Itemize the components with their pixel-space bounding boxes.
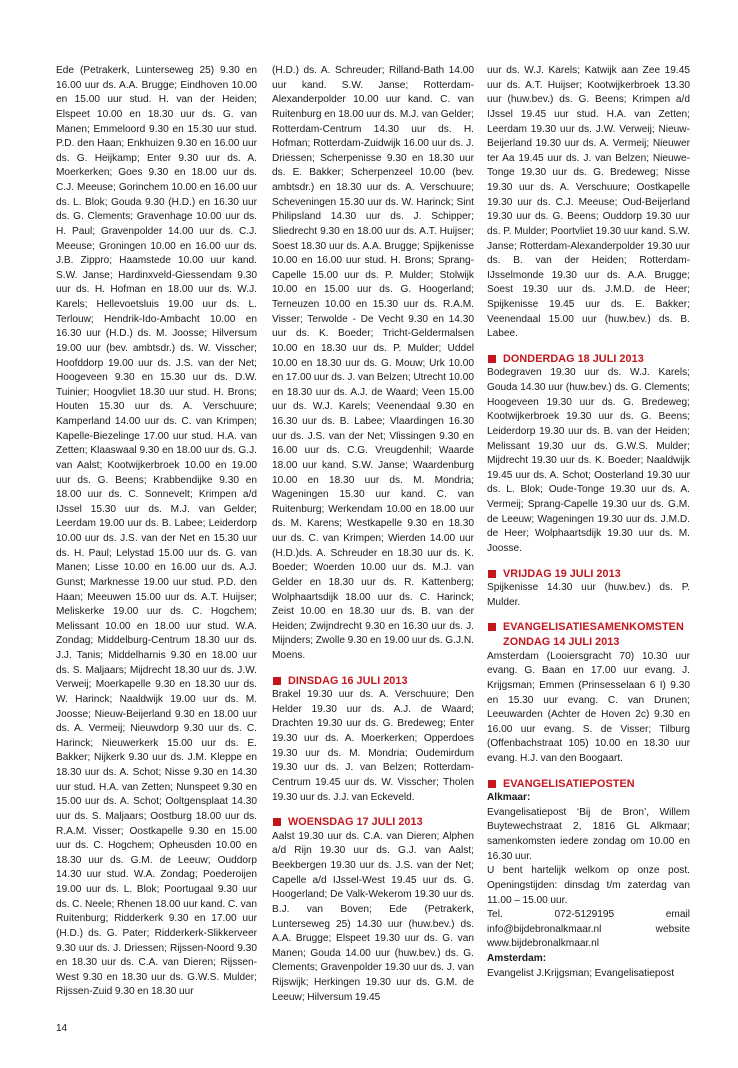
section-body-samenkomsten: Amsterdam (Looiersgracht 70) 10.30 uur evang. G. Baan en 17.00 uur evang. J. Krijgsman; Emmen (Prinsesselaan 6 I) 9.30 en 15.30 uur evang. C. van Drunen; Leeuwarden (Achter de Hoven 2c) 9.30 en 16.00 uur evang. S. de Visser; Tilburg (Offenbachstraat 105) 10.00 en 18.30 uur evang. H.J. van den Boogaart. bbox=[487, 650, 690, 764]
section-heading-samenkomsten: EVANGELISATIESAMENKOMSTEN ZONDAG 14 JULI 2013 bbox=[487, 620, 690, 649]
square-bullet-icon bbox=[488, 355, 496, 363]
square-bullet-icon bbox=[273, 677, 281, 685]
section-heading-donderdag: DONDERDAG 18 JULI 2013 bbox=[487, 352, 690, 367]
alkmaar-welcome: U bent hartelijk welkom op onze post. Openingstijden: dinsdag t/m zaterdag van 11.00 – 15.00 uur. bbox=[487, 865, 690, 906]
location-label-amsterdam: Amsterdam: bbox=[487, 953, 547, 965]
section-body-dinsdag: Brakel 19.30 uur ds. A. Verschuure; Den Helder 19.30 uur ds. A.J. de Waard; Drachten 19.30 uur ds. G. Bredeweg; Enter 19.30 uur ds. A. Moerkerken; Opperdoes 19.30 uur ds. M. Mondria; Oudemirdum 19.30 uur ds. J. van Belzen; Rotterdam-Centrum 19.45 uur ds. W. Visscher; Tholen 19.30 uur ds. J.J. van Eckeveld. bbox=[272, 689, 474, 803]
column-right bbox=[487, 64, 690, 981]
column-middle bbox=[272, 64, 474, 1005]
square-bullet-icon bbox=[488, 570, 496, 578]
column-left bbox=[56, 64, 257, 1000]
square-bullet-icon bbox=[273, 818, 281, 826]
alkmaar-contact: Tel. 072-5129195 email info@bijdebronalkmaar.nl website www.bijdebronalkmaar.nl bbox=[487, 909, 690, 950]
square-bullet-icon bbox=[488, 780, 496, 788]
section-body-vrijdag: Spijkenisse 14.30 uur (huw.bev.) ds. P. Mulder. bbox=[487, 582, 690, 608]
section-heading-vrijdag: VRIJDAG 19 JULI 2013 bbox=[487, 567, 690, 582]
section-body-woensdag: Aalst 19.30 uur ds. C.A. van Dieren; Alphen a/d Rijn 19.30 uur ds. G.J. van Aalst; Beekbergen 19.30 uur ds. J.S. van der Net; Capelle a/d IJssel-West 19.45 uur ds. G. Hoogerland; De Valk-Wekerom 19.30 uur ds. B.J. van Boven; Ede (Petrakerk, Lunterseweg 25) 14.30 uur (huw.bev.) ds. A.A. Brugge; Elspeet 19.30 uur ds. G. van Manen; Gouda 14.00 uur (huw.bev.) ds. G. Clements; Gravenpolder 19.30 uur ds. J. van Rijswijk; Herkingen 19.30 uur ds. G.M. de Leeuw; Hilversum 19.45 bbox=[272, 830, 474, 1003]
church-services-text: (H.D.) ds. A. Schreuder; Rilland-Bath 14.00 uur kand. S.W. Janse; Rotterdam-Alexanderpolder 10.00 uur kand. C. van Ruitenburg en 18.00 uur ds. M.J. van Gelder; Rotterdam-Centrum 14.30 uur ds. H. Hofman; Rotterdam-Zuidwijk 16.00 uur ds. J. Driessen; Scherpenisse 9.30 en 18.30 uur ds. E. Bakker; Scherpenzeel 10.00 (bev. ambtsdr.) en 18.30 uur ds. A. Verschuure; Scheveningen 15.30 uur ds. W. Harinck; Sint Philipsland 14.30 uur ds. J. Schipper; Sliedrecht 9.30 en 18.00 uur ds. A.T. Huijser; Soest 18.30 uur ds. A.A. Brugge; Spijkenisse 10.00 en 16.00 uur stud. H. Brons; Sprang-Capelle 15.00 uur ds. P. Mulder; Stolwijk 10.00 en 15.00 uur ds. G. Hoogerland; Terneuzen 10.00 en 15.30 uur ds. R.A.M. Visser; Terwolde - De Vecht 9.30 en 14.30 uur ds. K. Boeder; Tricht-Geldermalsen 10.00 en 18.30 uur ds. P. Mulder; Uddel 10.00 en 18.30 uur ds. G. Mouw; Urk 10.00 en 17.00 uur ds. J. van Belzen; Utrecht 10.00 en 18.30 uur ds. A.J. de Waard; Veen 15.00 uur ds. W.J. Karels; Veenendaal 9.30 en 16.30 uur ds. B. Labee; Vlaardingen 16.30 uur ds. J.S. van der Net; Vlissingen 9.30 en 16.00 uur ds. C.G. Vreugdenhil; Waarde 18.00 uur kand. S.W. Janse; Waardenburg 10.00 en 18.30 uur ds. M. Mondria; Wageningen 15.30 uur kand. C. van Ruitenburg; Werkendam 10.00 en 18.00 uur ds. M. Karens; Westkapelle 9.30 en 18.30 uur ds. C. van Krimpen; Wierden 14.00 uur (H.D.)ds. A. Schreuder en 18.30 uur ds. K. Boeder; Woerden 10.00 uur ds. M.J. van Gelder en 18.30 uur ds. R. Kattenberg; Wolphaartsdijk 18.00 uur ds. C. Harinck; Zeist 10.00 en 18.30 uur ds. B. van der Heiden; Zwijndrecht 9.30 en 16.30 uur ds. J. Mijnders; Zwolle 9.30 en 19.00 uur ds. G.J.N. Moens. bbox=[272, 65, 474, 661]
alkmaar-address: Evangelisatiepost ‘Bij de Bron’, Willem Buytewechstraat 2, 1816 GL Alkmaar; samenkomsten iedere zondag om 10.00 en 16.30 uur. bbox=[487, 806, 690, 862]
amsterdam-text: Evangelist J.Krijgsman; Evangelisatiepost bbox=[487, 967, 675, 979]
section-heading-posten: EVANGELISATIEPOSTEN bbox=[487, 777, 690, 792]
church-services-text: Ede (Petrakerk, Lunterseweg 25) 9.30 en 16.00 uur ds. A.A. Brugge; Eindhoven 10.00 en 15.00 uur stud. H. van der Heiden; Elspeet 10.00 en 18.30 uur ds. G. van Manen; Emmeloord 9.30 en 15.30 uur stud. P.D. den Haan; Enkhuizen 9.30 en 16.00 uur ds. G. Heijkamp; Enter 9.30 uur ds. A. Moerkerken; Goes 9.30 en 18.00 uur ds. C.J. Meeuse; Gorinchem 10.00 en 16.00 uur ds. L. Blok; Gouda 9.30 (H.D.) en 16.30 uur ds. G. Clements; Gravenhage 10.00 uur ds. H. Paul; Gravenpolder 14.00 uur ds. C.J. Meeuse; Groningen 10.00 en 16.00 uur ds. J.B. Zippro; Haamstede 10.00 uur kand. S.W. Janse; Hardinxveld-Giessendam 9.30 uur ds. H. Hofman en 18.00 uur ds. W.J. Karels; Hellevoetsluis 19.00 uur ds. L. Terlouw; Hendrik-Ido-Ambacht 10.00 en 16.30 uur (H.D.) ds. M. Joosse; Hilversum 19.00 uur (bev. ambtsdr.) ds. W. Visscher; Hoofddorp 19.00 uur ds. J.S. van der Net; Hoogeveen 9.30 en 15.30 uur ds. D.W. Tuinier; Hoogvliet 18.30 uur stud. H. Brons; Houten 15.30 uur ds. A. Verschuure; Kamperland 14.00 uur ds. C. van Krimpen; Kapelle-Biezelinge 17.00 uur stud. H.A. van Zetten; Klaaswaal 9.30 en 18.00 uur ds. G.J. van Aalst; Kootwijkerbroek 10.00 en 19.00 uur ds. G. Beens; Krabbendijke 9.30 en 18.00 uur ds. C. Sonnevelt; Krimpen a/d IJssel 15.30 uur ds. M.J. van Gelder; Leerdam 19.00 uur ds. B. Labee; Leiderdorp 10.00 uur ds. J.S. van der Net en 15.30 uur ds. H. Paul; Lelystad 15.00 uur ds. G. van Manen; Lisse 10.00 en 16.00 uur ds. A.J. Gunst; Marknesse 19.00 uur stud. P.D. den Haan; Meeuwen 15.00 uur ds. A.T. Huijser; Meliskerke 19.00 uur ds. C. Hogchem; Melissant 10.00 en 18.00 uur stud. W.A. Zondag; Middelburg-Centrum 18.30 uur ds. J.J. Tanis; Middelharnis 9.30 en 18.00 uur ds. S. Maljaars; Mijdrecht 18.30 uur ds. J.W. Verweij; Moerkapelle 9.30 en 18.30 uur ds. W. Harinck; Naaldwijk 19.00 uur ds. M. Joosse; Nieuw-Beijerland 9.30 en 18.00 uur ds. A. Vermeij; Nieuwdorp 9.30 uur ds. C. Harinck; Nieuwerkerk 15.00 uur ds. E. Bakker; Nijkerk 9.30 uur ds. J.M. Kleppe en 18.30 uur ds. A. Schot; Nisse 9.30 en 14.30 uur stud. H.A. van Zetten; Nunspeet 9.30 en 15.00 uur ds. A. Schot; Ooltgensplaat 14.30 uur ds. S. Maljaars; Oostburg 18.00 uur ds. R.A.M. Visser; Oostkapelle 9.30 en 15.00 uur ds. C. Hogchem; Opheusden 10.00 en 18.30 uur ds. G.M. de Leeuw; Ouddorp 14.30 uur stud. W.A. Zondag; Poederoijen 19.00 uur ds. L. Blok; Poortugaal 9.30 uur ds. C. Neele; Rhenen 18.00 uur kand. C. van Ruitenburg; Ridderkerk 9.30 en 17.00 uur (H.D.) ds. G. Pater; Ridderkerk-Slikkerveer 9.30 uur ds. J. Driessen; Rijssen-Noord 9.30 en 18.30 uur ds. C.A. van Dieren; Rijssen-West 9.30 en 18.30 uur ds. G.W.S. Mulder; Rijssen-Zuid 9.30 en 18.30 uur bbox=[56, 65, 257, 998]
section-body-donderdag: Bodegraven 19.30 uur ds. W.J. Karels; Gouda 14.30 uur (huw.bev.) ds. G. Clements; Hoogeveen 19.30 uur ds. G. Bredeweg; Kootwijkerbroek 19.30 uur ds. G. Beens; Leiderdorp 19.30 uur ds. B. van der Heiden; Melissant 19.30 uur ds. G.W.S. Mulder; Mijdrecht 19.30 uur ds. K. Boeder; Naaldwijk 19.45 uur ds. A. Schot; Oosterland 19.30 uur ds. L. Blok; Oude-Tonge 19.30 uur ds. A. Vermeij; Sprang-Capelle 19.30 uur ds. G.M. de Leeuw; Wageningen 19.30 uur ds. J.M.D. de Heer; Wolphaartsdijk 19.30 uur ds. M. Joosse. bbox=[487, 367, 690, 554]
square-bullet-icon bbox=[488, 623, 496, 631]
page-number: 14 bbox=[56, 1023, 68, 1034]
church-services-text: uur ds. W.J. Karels; Katwijk aan Zee 19.45 uur ds. A.T. Huijser; Kootwijkerbroek 13.30 uur (huw.bev.) ds. G. Beens; Krimpen a/d IJssel 19.45 uur stud. H.A. van Zetten; Leerdam 19.30 uur ds. J.W. Verweij; Nieuw-Beijerland 19.30 uur ds. A. Vermeij; Nieuwer ter Aa 19.45 uur ds. J. van Belzen; Nieuwe-Tonge 19.30 uur ds. G. Bredeweg; Nisse 19.30 uur ds. A. Verschuure; Oostkapelle 19.30 uur ds. C.J. Meeuse; Oud-Beijerland 19.30 uur ds. G. Beens; Ouddorp 19.30 uur ds. P. Mulder; Poortvliet 19.30 uur kand. S.W. Janse; Rotterdam-Alexanderpolder 19.30 uur ds. B. van der Heiden; Rotterdam-IJsselmonde 19.30 uur ds. A.A. Brugge; Soest 19.30 uur ds. J.M.D. de Heer; Spijkenisse 19.45 uur ds. E. Bakker; Veenendaal 15.00 uur (huw.bev.) ds. B. Labee. bbox=[487, 65, 690, 340]
location-label-alkmaar: Alkmaar: bbox=[487, 792, 531, 804]
section-heading-dinsdag: DINSDAG 16 JULI 2013 bbox=[272, 674, 474, 689]
section-heading-woensdag: WOENSDAG 17 JULI 2013 bbox=[272, 815, 474, 830]
